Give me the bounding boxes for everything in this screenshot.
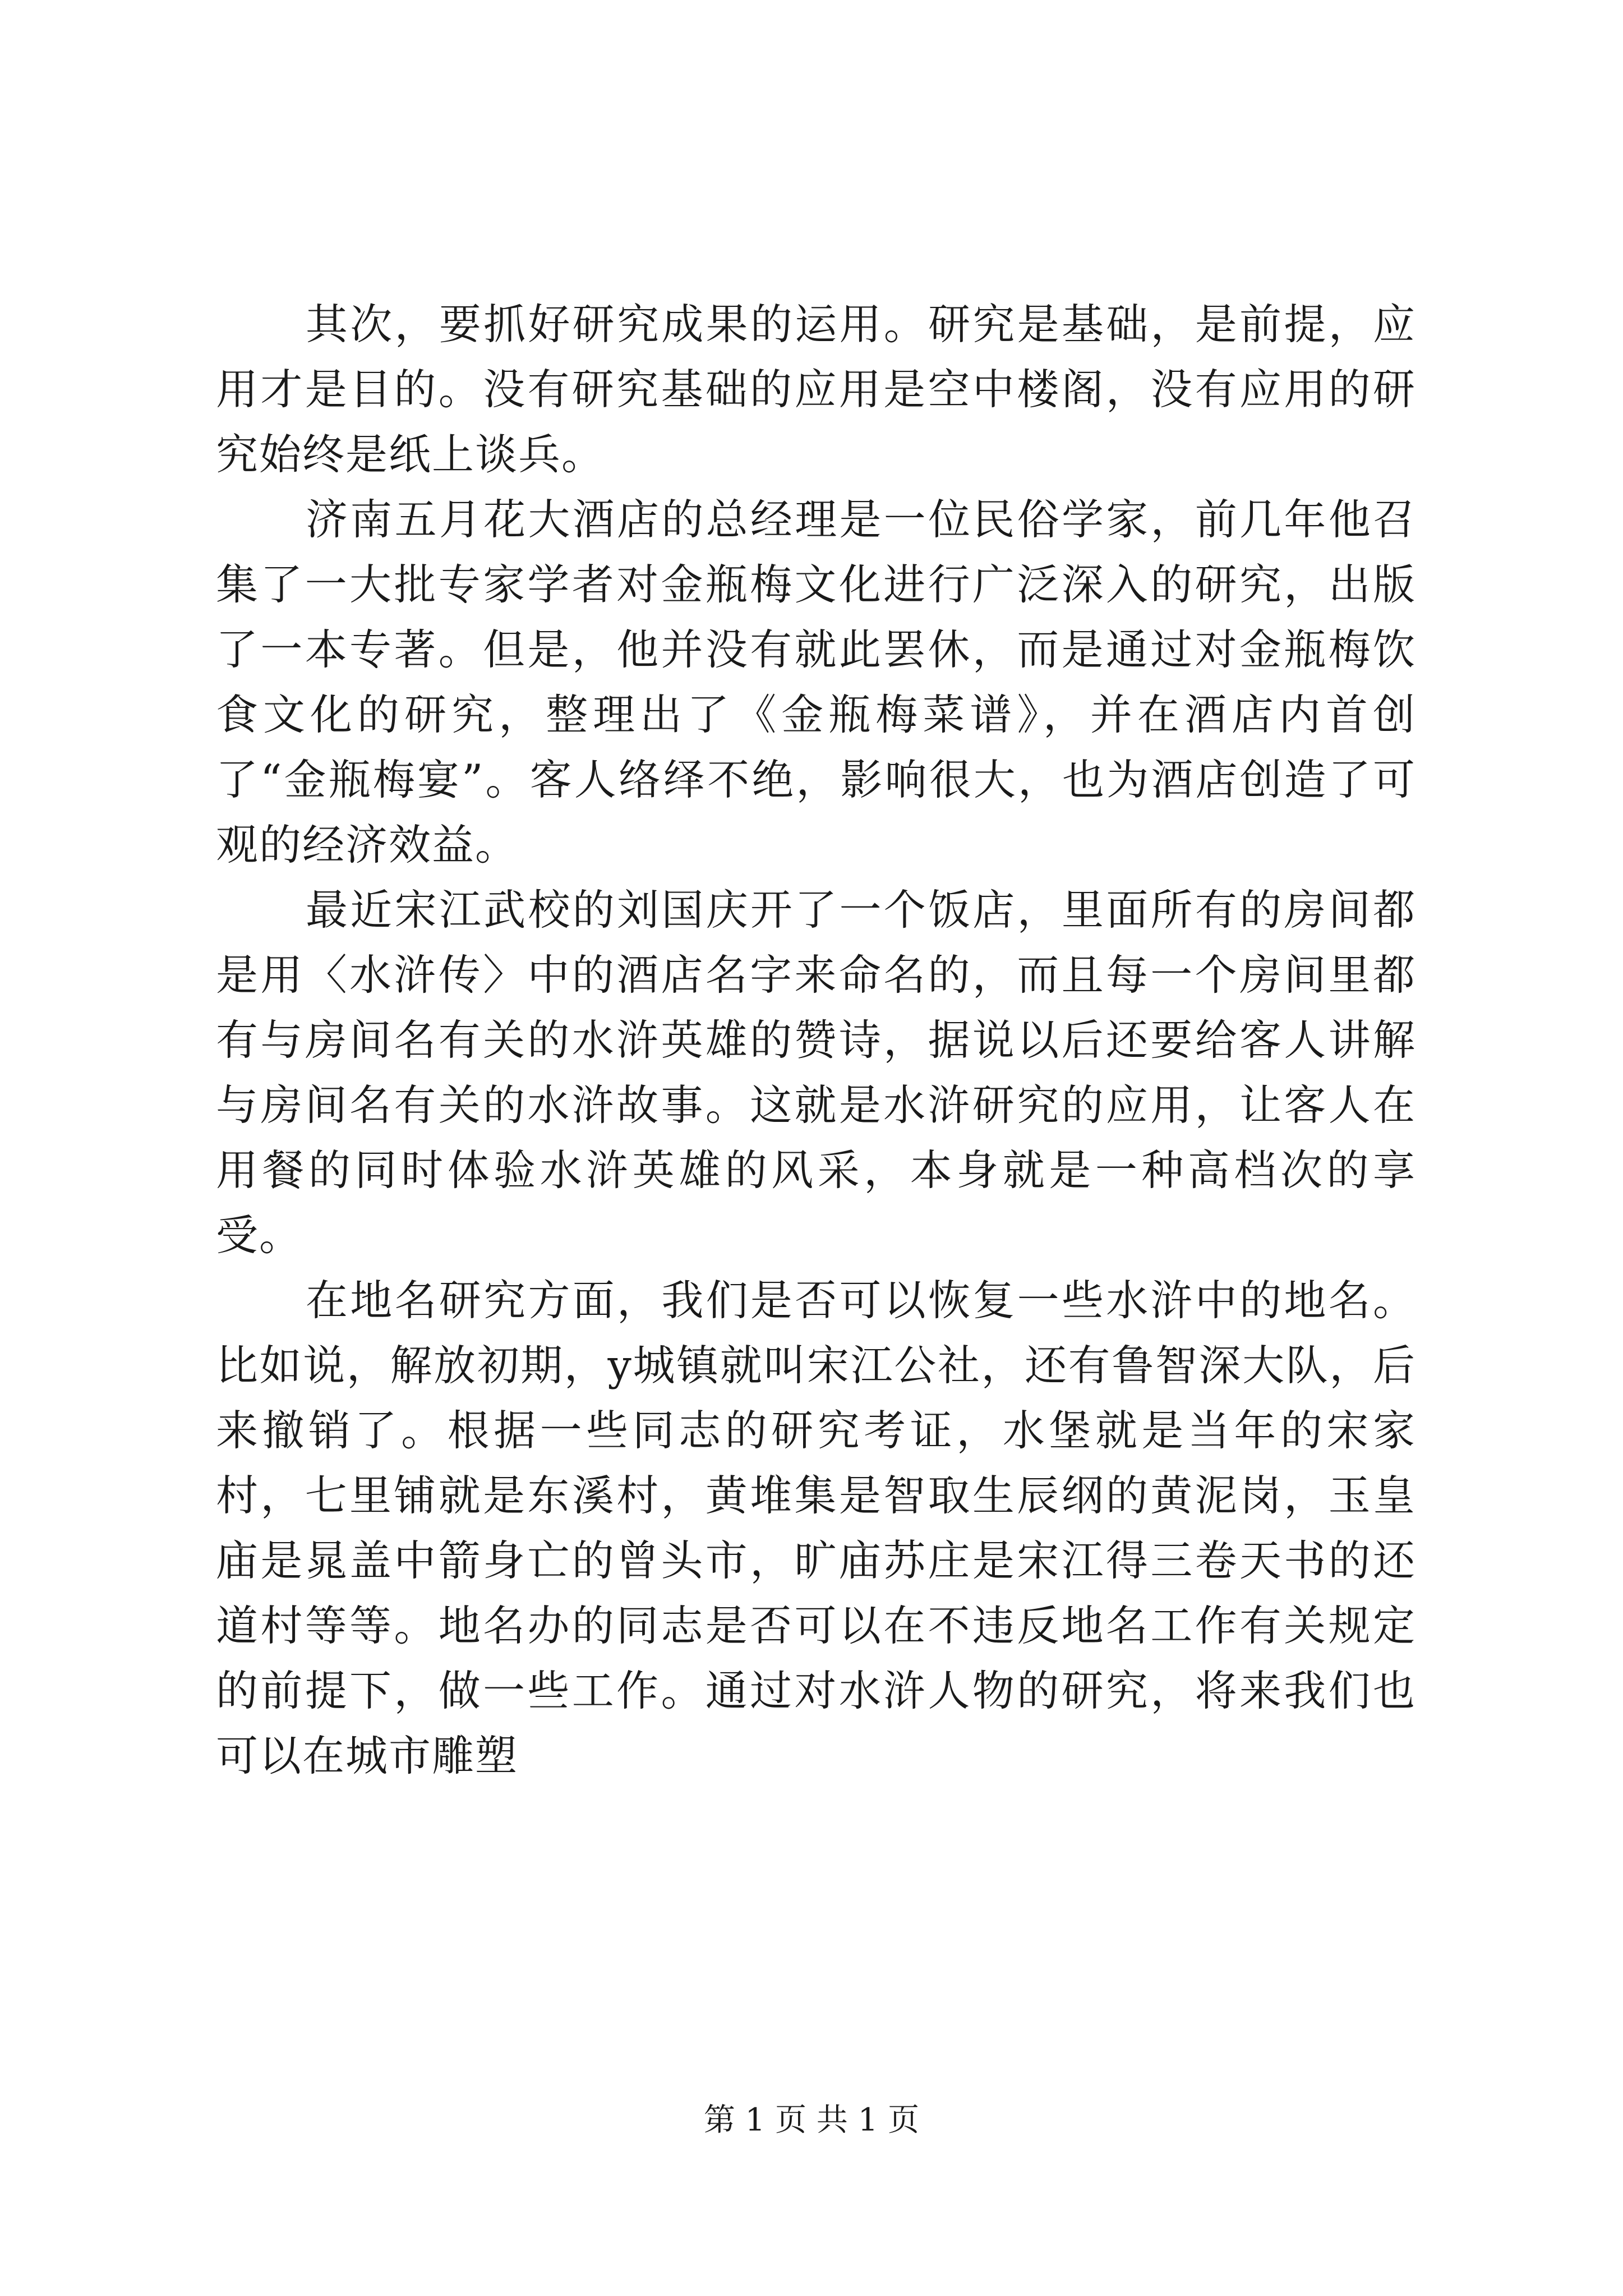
paragraph-songjiang-restaurant: 最近宋江武校的刘国庆开了一个饭店，里面所有的房间都是用〈水浒传〉中的酒店名字来命名的，而且每一个房间里都有与房间名有关的水浒英雄的赞诗，据说以后还要给客人讲解与房间名有关的水浒故事。这就是水浒研究的应用，让客人在用餐的同时体验水浒英雄的风采，本身就是一种高档次的享受。 — [216, 885, 1416, 1260]
paragraph-research-application: 其次，要抓好研究成果的运用。研究是基础，是前提，应用才是目的。没有研究基础的应用是空中楼阁，没有应用的研究始终是纸上谈兵。 — [216, 300, 1416, 479]
page-number-footer: 第 1 页 共 1 页 — [703, 2102, 920, 2138]
document-body — [216, 292, 1416, 1788]
paragraph-jinan-hotel: 济南五月花大酒店的总经理是一位民俗学家，前几年他召集了一大批专家学者对金瓶梅文化进行广泛深入的研究，出版了一本专著。但是，他并没有就此罢休，而是通过对金瓶梅饮食文化的研究，整理出了《金瓶梅菜谱》，并在酒店内首创了“金瓶梅宴”。客人络绎不绝，影响很大，也为酒店创造了可观的经济效益。 — [216, 495, 1416, 869]
paragraph-place-names: 在地名研究方面，我们是否可以恢复一些水浒中的地名。比如说，解放初期，y城镇就叫宋江公社，还有鲁智深大队，后来撤销了。根据一些同志的研究考证，水堡就是当年的宋家村，七里铺就是东溪村，黄堆集是智取生辰纲的黄泥岗，玉皇庙是晁盖中箭身亡的曾头市，旷庙苏庄是宋江得三卷天书的还道村等等。地名办的同志是否可以在不违反地名工作有关规定的前提下，做一些工作。通过对水浒人物的研究，将来我们也可以在城市雕塑 — [216, 1276, 1416, 1780]
